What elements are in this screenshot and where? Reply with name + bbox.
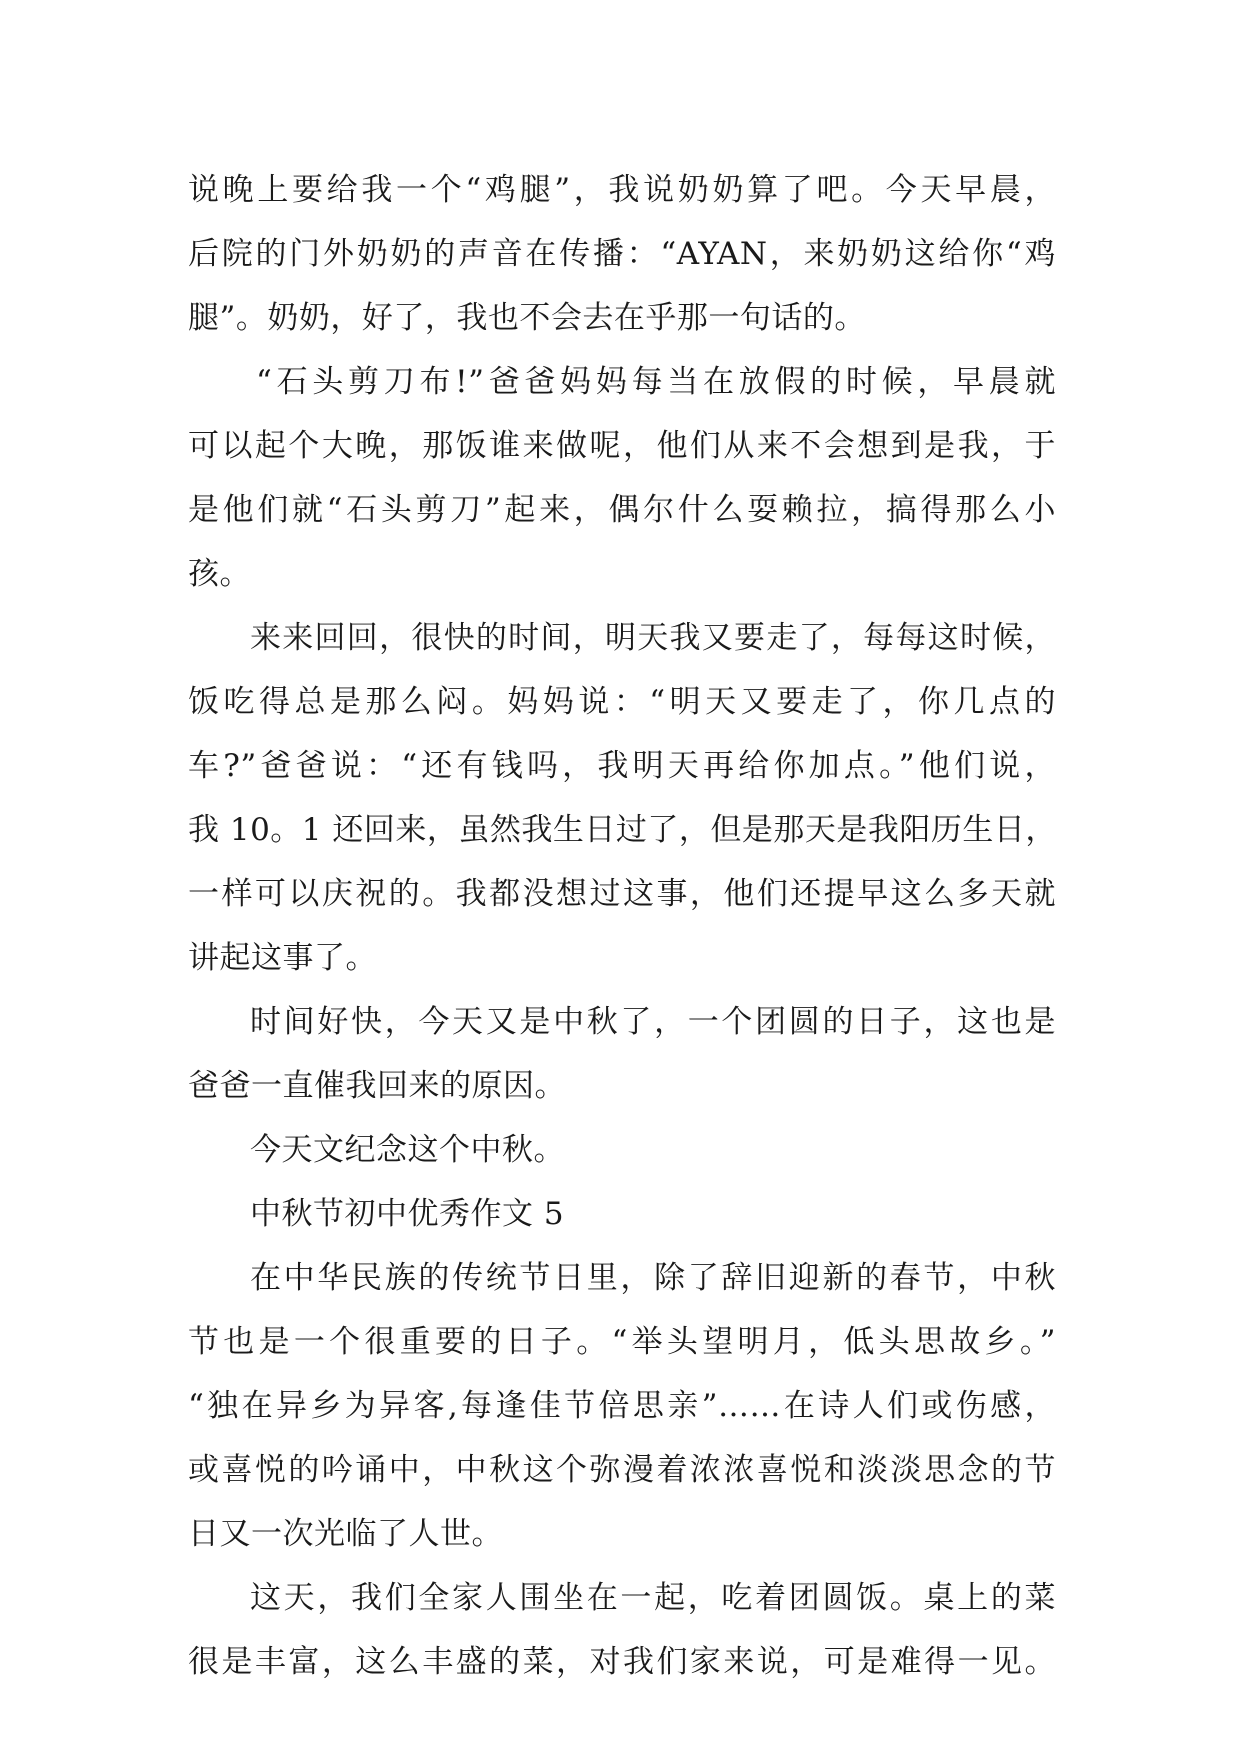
text-line: 爸爸一直催我回来的原因。 <box>188 1068 566 1104</box>
text-line: 或喜悦的吟诵中，中秋这个弥漫着浓浓喜悦和淡淡思念的节 <box>188 1452 1056 1488</box>
text-line: 一样可以庆祝的。我都没想过这事，他们还提早这么多天就 <box>188 876 1056 912</box>
text-line: 这天，我们全家人围坐在一起，吃着团圆饭。桌上的菜 <box>250 1580 1056 1616</box>
text-line: 在中华民族的传统节日里，除了辞旧迎新的春节，中秋 <box>250 1260 1056 1296</box>
text-line: 时间好快，今天又是中秋了，一个团圆的日子，这也是 <box>250 1004 1056 1040</box>
text-line: 来来回回，很快的时间，明天我又要走了，每每这时候， <box>250 620 1056 656</box>
document-body <box>188 158 1056 1694</box>
text-line: 讲起这事了。 <box>188 940 377 976</box>
text-line: 今天文纪念这个中秋。 <box>250 1132 565 1168</box>
text-line: 节也是一个很重要的日子。“举头望明月，低头思故乡。” <box>188 1324 1056 1360</box>
text-line: 腿”。奶奶，好了，我也不会去在乎那一句话的。 <box>188 300 866 336</box>
text-line: “石头剪刀布!”爸爸妈妈每当在放假的时候，早晨就 <box>256 364 1056 400</box>
text-line: “独在异乡为异客,每逢佳节倍思亲”……在诗人们或伤感， <box>188 1388 1056 1424</box>
text-line: 很是丰富，这么丰盛的菜，对我们家来说，可是难得一见。 <box>188 1644 1056 1680</box>
section-heading: 中秋节初中优秀作文 5 <box>250 1196 565 1232</box>
text-line: 车?”爸爸说：“还有钱吗，我明天再给你加点。”他们说， <box>188 748 1056 784</box>
text-line: 孩。 <box>188 556 251 592</box>
text-line: 是他们就“石头剪刀”起来，偶尔什么耍赖拉，搞得那么小 <box>188 492 1056 528</box>
text-line: 饭吃得总是那么闷。妈妈说：“明天又要走了，你几点的 <box>188 684 1056 720</box>
text-line: 日又一次光临了人世。 <box>188 1516 503 1552</box>
text-line: 说晚上要给我一个“鸡腿”，我说奶奶算了吧。今天早晨， <box>188 172 1056 208</box>
text-line: 后院的门外奶奶的声音在传播：“AYAN，来奶奶这给你“鸡 <box>188 236 1056 272</box>
text-line: 可以起个大晚，那饭谁来做呢，他们从来不会想到是我，于 <box>188 428 1056 464</box>
text-line: 我 10。1 还回来，虽然我生日过了，但是那天是我阳历生日， <box>188 812 1057 848</box>
